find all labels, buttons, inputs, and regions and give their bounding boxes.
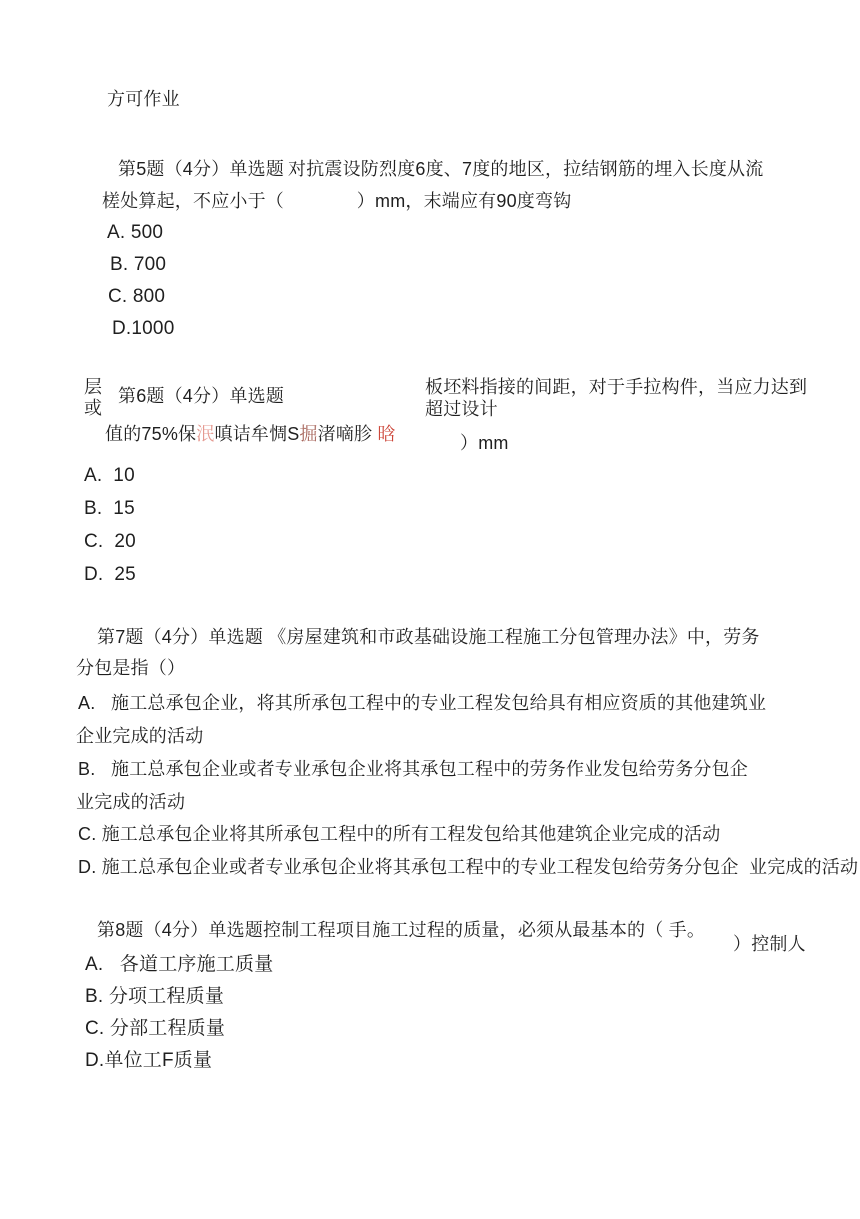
- q5-option-a: A. 500: [107, 222, 164, 243]
- top-note: 方可作业: [107, 89, 180, 109]
- q8-option-d: D.单位工F质量: [85, 1050, 213, 1071]
- q6-margin-note: [84, 377, 102, 419]
- q5-header: 第5题（4分）单选题: [118, 159, 285, 179]
- q6-garbled-seg-0: 值的75%保: [105, 424, 197, 444]
- q7-header-line1: 第7题（4分）单选题 《房屋建筑和市政基础设施工程施工分包管理办法》中，劳务: [97, 627, 760, 647]
- q5-option-c: C. 800: [108, 286, 166, 307]
- q5-stem-line2: 槎处算起，不应小于（ ）mm，末端应有90度弯钩: [102, 191, 572, 211]
- q8-option-a: A. 各道工序施工质量: [85, 954, 274, 975]
- q6-margin-note-line1: 层: [84, 377, 103, 397]
- q7-option-a-line1: A. 施工总承包企业，将其所承包工程中的专业工程发包给具有相应资质的其他建筑业: [78, 693, 767, 713]
- q6-stem-right-line1: 板坯料指接的间距，对于手拉构件，当应力达到: [425, 377, 808, 397]
- q7-option-c: C. 施工总承包企业将其所承包工程中的所有工程发包给其他建筑企业完成的活动: [78, 824, 721, 844]
- q7-option-a-line2: 企业完成的活动: [76, 726, 204, 746]
- q6-garbled-seg-3: 掘: [299, 424, 318, 444]
- q6-option-d: D. 25: [84, 564, 136, 585]
- q5-option-d: D.1000: [112, 318, 175, 339]
- q5-option-b: B. 700: [110, 254, 167, 275]
- q7-option-b-line2: 业完成的活动: [76, 792, 186, 812]
- q8-option-c: C. 分部工程质量: [85, 1018, 226, 1039]
- q6-option-b: B. 15: [84, 498, 135, 519]
- q6-option-a: A. 10: [84, 465, 135, 486]
- q6-garbled-seg-5: 晗: [377, 424, 396, 444]
- q6-garbled-line: [105, 423, 396, 445]
- q8-option-b: B. 分项工程质量: [85, 986, 225, 1007]
- q6-stem-right-line2: 超过设计: [425, 399, 498, 419]
- q8-header: 第8题（4分）单选题控制工程项目施工过程的质量，必须从最基本的（ 手。: [97, 920, 706, 940]
- q6-garbled-seg-2: 嗔诘牟惆S: [214, 424, 300, 444]
- q7-option-b-line1: B. 施工总承包企业或者专业承包企业将其承包工程中的劳务作业发包给劳务分包企: [78, 759, 749, 779]
- q7-header-line2: 分包是指（）: [76, 658, 186, 678]
- q6-garbled-seg-4: 渚嘀胗: [317, 424, 378, 444]
- q6-garbled-seg-1: 泯: [196, 424, 215, 444]
- q6-margin-note-line2: 或: [84, 398, 103, 418]
- q8-right-note: ）控制人: [733, 934, 806, 954]
- q7-option-d: D. 施工总承包企业或者专业承包企业将其承包工程中的专业工程发包给劳务分包企 业完成的活动: [78, 857, 859, 877]
- q5-stem-line1: 对抗震设防烈度6度、7度的地区，拉结钢筋的埋入长度从流: [288, 159, 764, 179]
- q6-paren-mm: ）mm: [460, 433, 509, 453]
- q6-option-c: C. 20: [84, 531, 136, 552]
- q6-header: 第6题（4分）单选题: [118, 386, 285, 406]
